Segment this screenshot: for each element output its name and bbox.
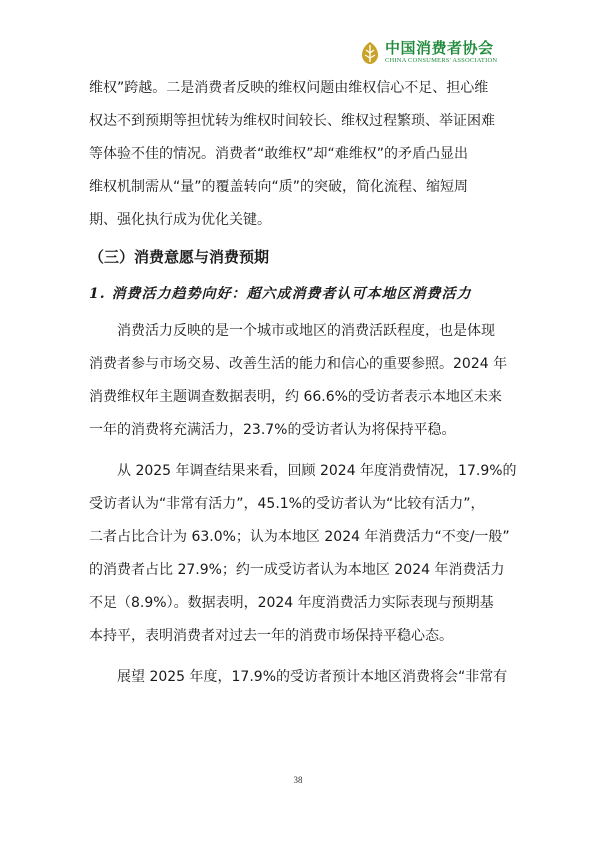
text-line: 维权”跨越。二是消费者反映的维权问题由维权信心不足、担心维 (89, 80, 489, 96)
text-line: 从 2025 年调查结果来看，回顾 2024 年度消费情况，17.9%的 (89, 463, 517, 479)
emblem-icon (360, 41, 380, 65)
text-line: 一年的消费将充满活力，23.7%的受访者认为将保持平稳。 (89, 422, 456, 438)
text-line: 受访者认为“非常有活力”，45.1%的受访者认为“比较有活力”， (89, 496, 485, 512)
page-number: 38 (293, 775, 303, 785)
text-line: 消费活力反映的是一个城市或地区的消费活跃程度，也是体现 (89, 323, 495, 339)
text-line: 消费维权年主题调查数据表明，约 66.6%的受访者表示本地区未来 (89, 389, 502, 405)
text-line: 本持平，表明消费者对过去一年的消费市场保持平稳心态。 (89, 628, 453, 644)
logo-english-name: CHINA CONSUMERS' ASSOCIATION (385, 57, 498, 65)
association-logo (360, 40, 510, 66)
subsection-heading: 1. 消费活力趋势向好：超六成消费者认可本地区消费活力 (89, 286, 472, 302)
body-paragraph-1 (89, 315, 515, 447)
body-content (89, 72, 515, 694)
text-line: 展望 2025 年度，17.9%的受访者预计本地区消费将会“非常有 (89, 669, 508, 685)
text-line: 消费者参与市场交易、改善生活的能力和信心的重要参照。2024 年 (89, 356, 508, 372)
text-line: 维权机制需从“量”的覆盖转向“质”的突破，简化流程、缩短周 (89, 179, 469, 195)
text-line: 期、强化执行成为优化关键。 (89, 212, 271, 228)
text-line: 二者占比合计为 63.0%；认为本地区 2024 年消费活力“不变/一般” (89, 529, 510, 545)
body-paragraph-3 (89, 661, 515, 694)
logo-chinese-name: 中国消费者协会 (385, 39, 494, 58)
section-heading: （三）消费意愿与消费预期 (89, 248, 270, 266)
text-line: 权达不到预期等担忧转为维权时间较长、维权过程繁琐、举证困难 (89, 113, 495, 129)
text-line: 等体验不佳的情况。消费者“敢维权”却“难维权”的矛盾凸显出 (89, 146, 469, 162)
text-line: 的消费者占比 27.9%；约一成受访者认为本地区 2024 年消费活力 (89, 562, 505, 578)
body-paragraph-2 (89, 455, 515, 653)
intro-paragraph (89, 72, 515, 237)
text-line: 不足（8.9%）。数据表明，2024 年度消费活力实际表现与预期基 (89, 595, 494, 611)
